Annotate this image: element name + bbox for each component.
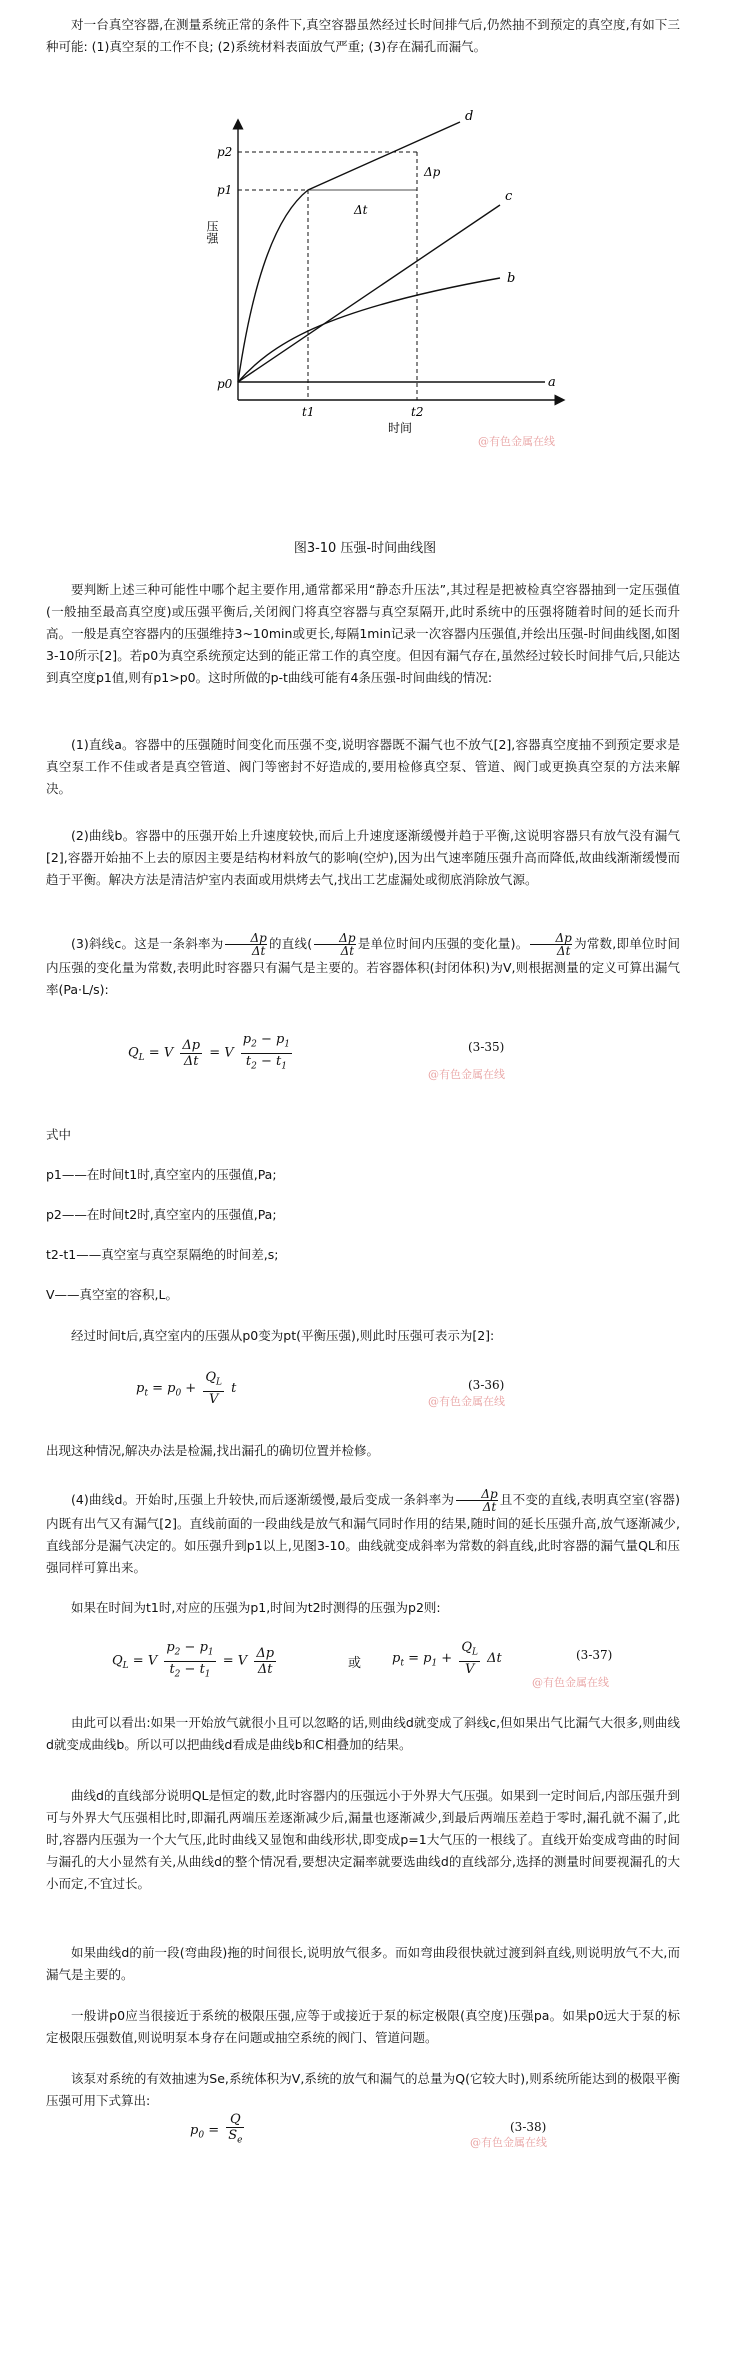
- definition-p1: p1——在时间t1时,真空室内的压强值,Pa;: [46, 1167, 277, 1182]
- line-c-text-1: (3)斜线c。这是一条斜率为: [71, 936, 224, 951]
- delta-p-label: Δp: [424, 165, 441, 179]
- paragraph-time-t: 经过时间t后,真空室内的压强从p0变为pt(平衡压强),则此时压强可表示为[2]:: [71, 1328, 495, 1343]
- paragraph-t1-t2: 如果在时间为t1时,对应的压强为p1,时间为t2时测得的压强为p2则:: [71, 1600, 441, 1615]
- equation-number-3-37: (3-37): [576, 1648, 613, 1662]
- paragraph-limit-pressure: 一般讲p0应当很接近于系统的极限压强,应等于或接近于泵的标定极限(真空度)压强pa。如果p0远大于泵的标定极限压强数值,则说明泵本身存在问题或抽空系统的阀门、管道问题。: [46, 2008, 680, 2045]
- line-c-text-2: 的直线(: [268, 936, 313, 951]
- paragraph-intro: 对一台真空容器,在测量系统正常的条件下,真空容器虽然经过长时间排气后,仍然抽不到预定的真空度,有如下三种可能: (1)真空泵的工作不良; (2)系统材料表面放气严重; (3)存在漏孔而漏气。: [46, 17, 680, 54]
- curve-c-label: c: [505, 189, 513, 204]
- watermark: @有色金属在线: [532, 1676, 609, 1689]
- pressure-time-chart: [0, 110, 730, 550]
- delta-t-label: Δt: [354, 203, 368, 217]
- p2-label: p2: [217, 145, 233, 159]
- equation-or: 或: [348, 1656, 362, 1671]
- curve-d: [238, 122, 460, 382]
- x-axis-label: 时间: [388, 421, 413, 435]
- slope-fraction: $\frac{\Delta p}{\Delta t}$: [314, 932, 355, 957]
- paragraph-straight-part: 曲线d的直线部分说明QL是恒定的数,此时容器内的压强远小于外界大气压强。如果到一定时间后,内部压强升到可与外界大气压强相比时,即漏孔两端压差逐渐减少后,漏量也逐渐减少,到最后两端压差趋于零时,漏孔就不漏了,此时,容器内压强为一个大气压,此时曲线又显饱和曲线形状,即变成p=1大气压的一根线了。直线开始变成弯曲的时间与漏孔的大小显然有关,从曲线d的整个情况看,要想决定漏率就要选曲线d的直线部分,选择的测量时间要视漏孔的大小而定,不宜过长。: [46, 1788, 680, 1891]
- watermark: @有色金属在线: [428, 1395, 505, 1408]
- t1-label: t1: [302, 405, 315, 419]
- curve-d-label: d: [465, 110, 474, 124]
- equation-number-3-36: (3-36): [468, 1378, 505, 1392]
- paragraph-static-method: 要判断上述三种可能性中哪个起主要作用,通常都采用“静态升压法”,其过程是把被检真空容器抽到一定压强值(一般抽至最高真空度)或压强平衡后,关闭阀门将真空容器与真空泵隔开,此时系统中的压强将随着时间的延长而升高。一般是真空容器内的压强维持3~10min或更长,每隔1min记录一次容器内压强值,并绘出压强-时间曲线图,如图3-10所示[2]。若p0为真空系统预定达到的能正常工作的真空度。但因有漏气存在,虽然经过较长时间排气后,只能达到真空度p1值,则有p1>p0。这时所做的p-t曲线可能有4条压强-时间曲线的情况:: [46, 582, 680, 685]
- where-label: 式中: [46, 1127, 72, 1142]
- equation-number-3-35: (3-35): [468, 1040, 505, 1054]
- definition-time-diff: t2-t1——真空室与真空泵隔绝的时间差,s;: [46, 1247, 279, 1262]
- slope-fraction: $\frac{\Delta p}{\Delta t}$: [225, 932, 266, 957]
- slope-fraction: $\frac{\Delta p}{\Delta t}$: [456, 1488, 497, 1513]
- watermark: @有色金属在线: [470, 2136, 547, 2149]
- equation-3-38: $p_0$ = $\frac{Q}{S_e}$: [190, 2112, 243, 2146]
- p0-label: p0: [217, 377, 233, 391]
- curve-d-text-1: (4)曲线d。开始时,压强上升较快,而后逐渐缓慢,最后变成一条斜率为: [71, 1492, 455, 1507]
- t2-label: t2: [411, 405, 424, 419]
- line-c-text-3: 是单位时间内压强的变化量)。: [357, 936, 529, 951]
- figure-caption: 图3-10 压强-时间曲线图: [293, 541, 437, 556]
- p1-label: p1: [217, 183, 233, 197]
- definition-volume: V——真空室的容积,L。: [46, 1287, 178, 1302]
- definition-p2: p2——在时间t2时,真空室内的压强值,Pa;: [46, 1207, 277, 1222]
- equation-number-3-38: (3-38): [510, 2120, 547, 2134]
- equation-3-35: $Q_L = V$ $\frac{\Delta p}{\Delta t}$ = V $\frac{p_2 - p_1}{t_2 - t_1}$: [128, 1032, 291, 1072]
- figure-pressure-time: [0, 110, 730, 550]
- curve-a-label: a: [548, 375, 556, 390]
- watermark: @有色金属在线: [478, 435, 555, 448]
- equation-3-36: $p_t = p_0$ + $\frac{Q_L}{V}$ t: [136, 1370, 237, 1407]
- equation-3-37: $Q_L = V$ $\frac{p_2 - p_1}{t_2 - t_1}$ = V $\frac{\Delta p}{\Delta t}$: [112, 1640, 275, 1680]
- paragraph-curved-segment: 如果曲线d的前一段(弯曲段)拖的时间很长,说明放气很多。而如弯曲段很快就过渡到斜直线,则说明放气不大,而漏气是主要的。: [46, 1945, 680, 1982]
- paragraph-line-a: (1)直线a。容器中的压强随时间变化而压强不变,说明容器既不漏气也不放气[2],容器真空度抽不到预定要求是真空泵工作不佳或者是真空管道、阀门等密封不好造成的,要用检修真空泵、管道、阀门或更换真空泵的方法来解决。: [46, 737, 680, 796]
- paragraph-conclusion: 由此可以看出:如果一开始放气就很小且可以忽略的话,则曲线d就变成了斜线c,但如果出气比漏气大很多,则曲线d就变成曲线b。所以可以把曲线d看成是曲线b和C相叠加的结果。: [46, 1715, 680, 1752]
- slope-fraction: $\frac{\Delta p}{\Delta t}$: [530, 932, 571, 957]
- watermark: @有色金属在线: [428, 1068, 505, 1081]
- curve-b-label: b: [507, 271, 516, 286]
- equation-3-37-alt: $p_t = p_1$ + $\frac{Q_L}{V}$ Δt: [392, 1640, 502, 1677]
- paragraph-curve-d: [0, 1488, 730, 1579]
- paragraph-curve-b: (2)曲线b。容器中的压强开始上升速度较快,而后上升速度逐渐缓慢并趋于平衡,这说明容器只有放气没有漏气[2],容器开始抽不上去的原因主要是结构材料放气的影响(空炉),因为出气速率随压强升高而降低,故曲线渐渐缓慢而趋于平衡。解决方法是清洁炉室内表面或用烘烤去气,找出工艺虚漏处或彻底消除放气源。: [46, 828, 680, 887]
- paragraph-leak-detection: 出现这种情况,解决办法是检漏,找出漏孔的确切位置并检修。: [46, 1443, 379, 1458]
- y-axis-label: 压强: [205, 220, 219, 244]
- paragraph-line-c: [0, 932, 730, 1001]
- paragraph-effective-speed: 该泵对系统的有效抽速为Se,系统体积为V,系统的放气和漏气的总量为Q(它较大时),则系统所能达到的极限平衡压强可用下式算出:: [46, 2071, 680, 2108]
- line-c-text-4: 为常数,即单位时间内压强的变化量为常数,表明此时容器只有漏气是主要的。若容器体积(封闭体积)为V,则根据测量的定义可算出漏气率(Pa·L/s):: [46, 936, 680, 997]
- curve-d-text-2: 且不变的直线,表明真空室(容器)内既有出气又有漏气[2]。直线前面的一段曲线是放气和漏气同时作用的结果,随时间的延长压强升高,放气逐渐减少,直线部分是漏气决定的。如压强升到p1以上,见图3-10。曲线就变成斜率为常数的斜直线,此时容器的漏气量QL和压强同样可算出来。: [46, 1492, 680, 1575]
